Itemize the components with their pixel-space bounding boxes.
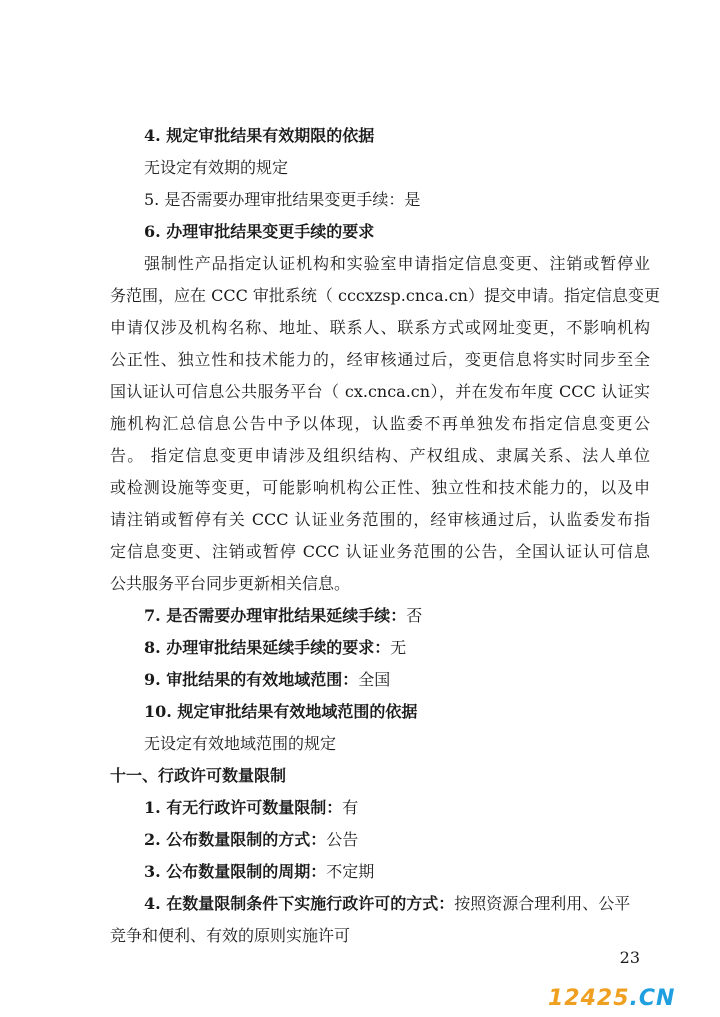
section-11-heading: 十一、行政许可数量限制 xyxy=(110,766,287,785)
s11-item4-line xyxy=(144,894,650,914)
paragraph-line-9: 请注销或暂停有关 CCC 认证业务范围的，经审核通过后，认监委发布指 xyxy=(110,510,650,529)
s11-item2-value: 公告 xyxy=(326,830,359,849)
s11-item4-label: 4. 在数量限制条件下实施行政许可的方式： xyxy=(144,894,455,913)
s11-item1-value: 有 xyxy=(342,798,359,817)
s11-item3-label: 3. 公布数量限制的周期： xyxy=(144,862,327,881)
paragraph-line-6: 施机构汇总信息公告中予以体现，认监委不再单独发布指定信息变更公 xyxy=(110,414,650,433)
site-watermark-logo xyxy=(548,986,713,1012)
s11-item4-continuation: 竞争和便利、有效的原则实施许可 xyxy=(110,926,351,945)
paragraph-line-1: 强制性产品指定认证机构和实验室申请指定信息变更、注销或暂停业 xyxy=(144,254,650,273)
item8-value: 无 xyxy=(390,638,407,657)
item9-value: 全国 xyxy=(358,670,391,689)
item8-label: 8. 办理审批结果延续手续的要求： xyxy=(144,638,391,657)
s11-item4-value: 按照资源合理利用、公平 xyxy=(454,894,631,913)
watermark-tld: .CN xyxy=(629,986,676,1011)
paragraph-line-10: 定信息变更、注销或暂停 CCC 认证业务范围的公告，全国认证认可信息 xyxy=(110,542,650,561)
s11-item1-line xyxy=(144,798,650,818)
s11-item2-line xyxy=(144,830,650,850)
watermark-number: 12425 xyxy=(548,986,630,1011)
paragraph-line-4: 公正性、独立性和技术能力的，经审核通过后，变更信息将实时同步至全 xyxy=(110,350,650,369)
s11-item1-label: 1. 有无行政许可数量限制： xyxy=(144,798,343,817)
item5-line xyxy=(144,190,650,210)
item8-line xyxy=(144,638,650,658)
paragraph-line-11: 公共服务平台同步更新相关信息。 xyxy=(110,574,351,593)
item9-label: 9. 审批结果的有效地域范围： xyxy=(144,670,359,689)
s11-item3-value: 不定期 xyxy=(326,862,375,881)
item7-line xyxy=(144,606,650,626)
s11-item2-label: 2. 公布数量限制的方式： xyxy=(144,830,327,849)
s11-item3-line xyxy=(144,862,650,882)
paragraph-line-7: 告。 指定信息变更申请涉及组织结构、产权组成、隶属关系、法人单位 xyxy=(110,446,650,465)
paragraph-line-5: 国认证认可信息公共服务平台（ cx.cnca.cn），并在发布年度 CCC 认证实 xyxy=(110,382,650,401)
item5-label: 5. 是否需要办理审批结果变更手续 xyxy=(144,190,389,209)
paragraph-line-2: 务范围，应在 CCC 审批系统（ cccxzsp.cnca.cn）提交申请。指定信息变更 xyxy=(110,286,660,305)
paragraph-line-8: 或检测设施等变更，可能影响机构公正性、独立性和技术能力的，以及申 xyxy=(110,478,650,497)
item6-heading: 6. 办理审批结果变更手续的要求 xyxy=(144,222,375,241)
item9-line xyxy=(144,670,650,690)
item5-value: ：是 xyxy=(388,190,421,209)
item7-value: 否 xyxy=(406,606,423,625)
item7-label: 7. 是否需要办理审批结果延续手续： xyxy=(144,606,407,625)
item10-heading: 10. 规定审批结果有效地域范围的依据 xyxy=(144,702,418,721)
item4-heading: 4. 规定审批结果有效期限的依据 xyxy=(144,126,375,145)
item10-text: 无设定有效地域范围的规定 xyxy=(144,734,337,753)
paragraph-line-3: 申请仅涉及机构名称、地址、联系人、联系方式或网址变更，不影响机构 xyxy=(110,318,650,337)
page-number: 23 xyxy=(619,948,640,967)
item4-text: 无设定有效期的规定 xyxy=(144,158,289,177)
